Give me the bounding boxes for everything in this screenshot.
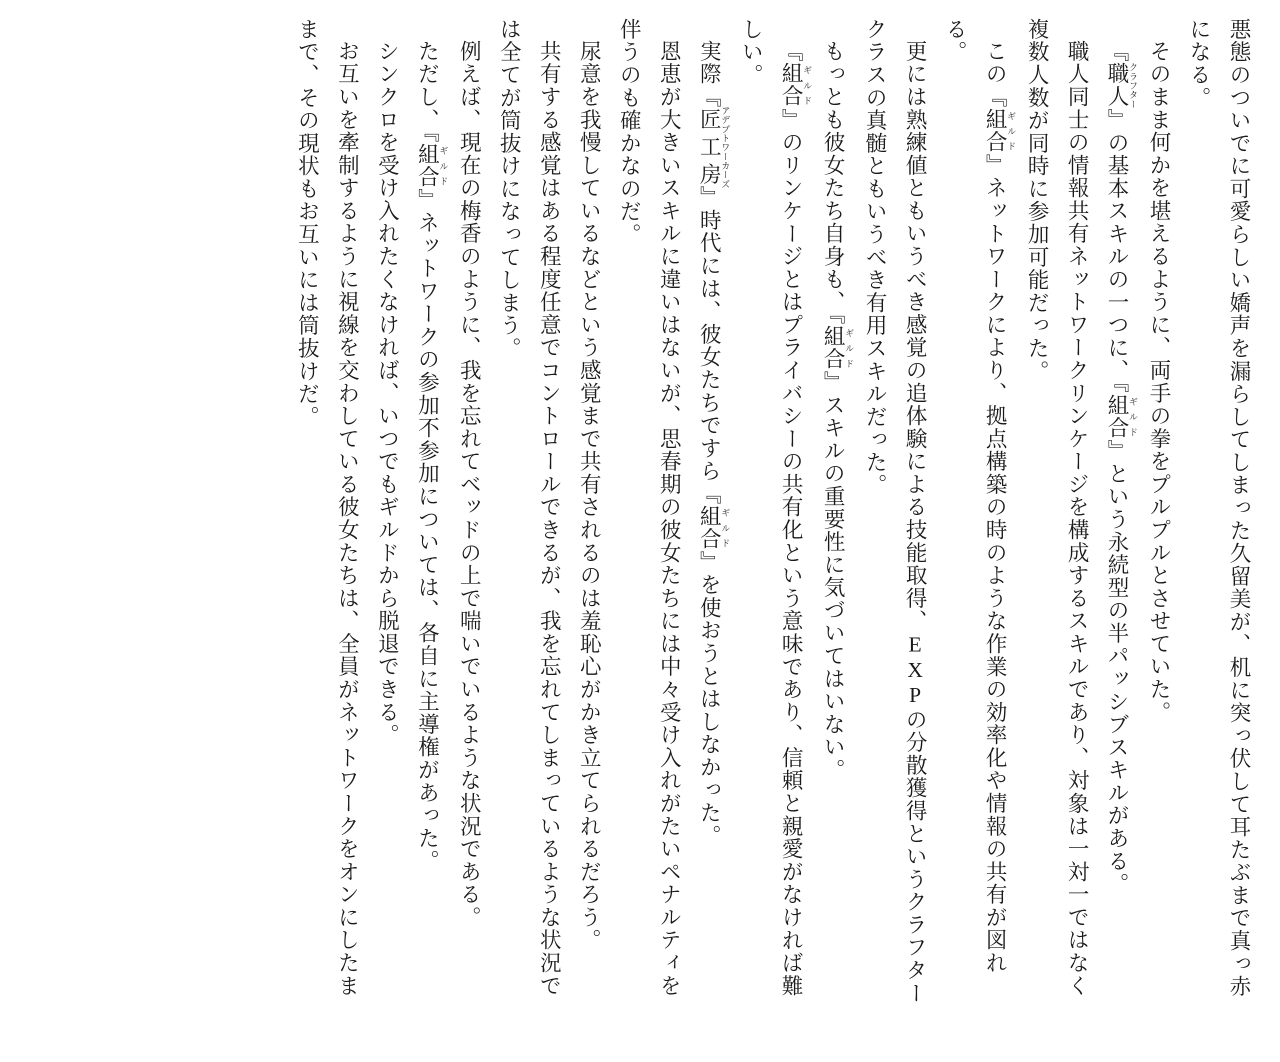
ruby-guild: 組合 ギルド <box>779 62 813 108</box>
ruby-guild: 組合 ギルド <box>1105 393 1139 440</box>
paragraph: 恩恵が大きいスキルに違いはないが、思春期の彼女たちには中々受け入れがたいペナルティを伴うのも確かなのだ。 <box>617 18 682 997</box>
ruby-adeptworkers: 匠工房 アデプトワーカーズ <box>697 105 731 189</box>
paragraph: お互いを牽制するように視線を交わしている彼女たちは、全員がネットワークをオンにしたままで、その現状もお互いには筒抜けだ。 <box>295 18 360 997</box>
paragraph: 例えば、現在の梅香のように、我を忘れてベッドの上で喘いでいるような状況である。 <box>457 39 482 929</box>
paragraph: ただし、『組合 ギルド』ネットワークの参加不参加については、各自に主導権があった。 <box>415 39 449 872</box>
ruby-guild: 組合 ギルド <box>697 504 731 551</box>
paragraph: 共有する感覚はある程度任意でコントロールできるが、我を忘れてしまっているような状況では全てが筒抜けになってしまう。 <box>497 18 562 997</box>
paragraph: 尿意を我慢しているなどという感覚まで共有されるのは羞恥心がかき立てられるだろう。 <box>577 39 602 952</box>
paragraph: もっとも彼女たち自身も、『組合 ギルド』スキルの重要性に気づいてはいない。 <box>821 39 855 781</box>
ruby-craftor: 職人 クラフター <box>1105 62 1139 109</box>
paragraph: 職人同士の情報共有ネットワークリンケージを構成するスキルであり、対象は一対一ではなく複数人数が同時に参加可能だった。 <box>1025 18 1090 997</box>
ruby-guild: 組合 ギルド <box>415 142 449 189</box>
paragraph: 更には熟練値ともいうべき感覚の追体験による技能取得、EXPの分散獲得というクラフタークラスの真髄ともいうべき有用スキルだった。 <box>863 18 928 1005</box>
paragraph: この『組合 ギルド』ネットワークにより、拠点構築の時のような作業の効率化や情報の共有が図れる。 <box>943 18 1017 974</box>
vertical-text-body <box>22 18 1258 1018</box>
paragraph: 悪態のついでに可愛らしい嬌声を漏らしてしまった久留美が、机に突っ伏して耳たぶまで真っ赤になる。 <box>1187 18 1251 998</box>
paragraph: 『組合 ギルド』のリンケージとはプライバシーの共有化という意味であり、信頼と親愛がなければ難しい。 <box>739 18 813 997</box>
ruby-guild: 組合 ギルド <box>821 325 855 371</box>
paragraph: 実際『匠工房 アデプトワーカーズ』時代には、彼女たちですら『組合 ギルド』を使おうとはしなかった。 <box>697 39 731 847</box>
paragraph: そのまま何かを堪えるように、両手の拳をプルプルとさせていた。 <box>1147 39 1172 724</box>
paragraph: 『職人 クラフター』の基本スキルの一つに、『組合 ギルド』という永続型の半パッシブスキルがある。 <box>1105 39 1139 895</box>
paragraph: シンクロを受け入れたくなければ、いつでもギルドから脱退できる。 <box>375 39 400 746</box>
ruby-guild: 組合 ギルド <box>983 107 1017 154</box>
